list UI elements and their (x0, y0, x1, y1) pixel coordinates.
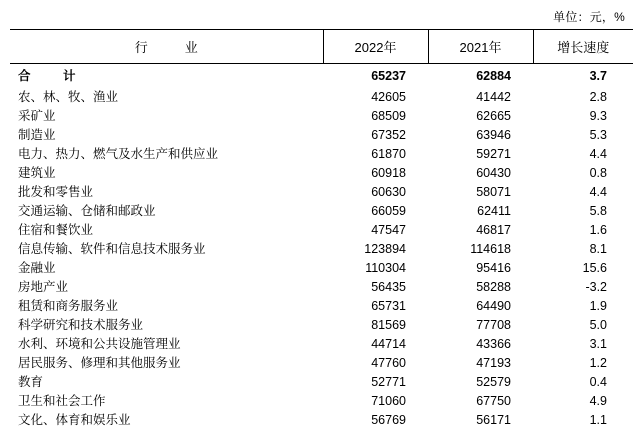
cell-value-2021: 41442 (428, 87, 533, 106)
cell-industry-name: 教育 (10, 372, 323, 391)
cell-value-2022: 66059 (323, 201, 428, 220)
cell-value-2021: 62411 (428, 201, 533, 220)
cell-industry-name: 水利、环境和公共设施管理业 (10, 334, 323, 353)
table-row (10, 182, 633, 201)
table-row (10, 125, 633, 144)
cell-value-2022: 67352 (323, 125, 428, 144)
cell-industry-name: 居民服务、修理和其他服务业 (10, 353, 323, 372)
cell-industry-name: 交通运输、仓储和邮政业 (10, 201, 323, 220)
cell-value-2021: 56171 (428, 410, 533, 429)
table-row (10, 201, 633, 220)
cell-industry-name: 卫生和社会工作 (10, 391, 323, 410)
cell-growth-rate: 0.4 (533, 372, 633, 391)
cell-industry-name: 信息传输、软件和信息技术服务业 (10, 239, 323, 258)
table-row (10, 163, 633, 182)
cell-growth-rate: 3.1 (533, 334, 633, 353)
table-row (10, 258, 633, 277)
cell-growth-rate: 15.6 (533, 258, 633, 277)
column-header-growth: 增长速度 (533, 30, 633, 64)
table-row (10, 220, 633, 239)
unit-note: 单位：元，% (10, 0, 633, 29)
cell-value-2022: 68509 (323, 106, 428, 125)
cell-value-2021: 62665 (428, 106, 533, 125)
cell-value-2021: 95416 (428, 258, 533, 277)
cell-growth-rate: 4.4 (533, 144, 633, 163)
cell-value-2021: 60430 (428, 163, 533, 182)
cell-growth-rate: 2.8 (533, 87, 633, 106)
cell-value-2021: 62884 (428, 64, 533, 88)
cell-industry-name: 文化、体育和娱乐业 (10, 410, 323, 429)
cell-value-2022: 44714 (323, 334, 428, 353)
industry-wage-table (10, 29, 633, 429)
table-row (10, 315, 633, 334)
cell-industry-name: 电力、热力、燃气及水生产和供应业 (10, 144, 323, 163)
table-row (10, 239, 633, 258)
table-row (10, 144, 633, 163)
table-row (10, 353, 633, 372)
column-header-2022: 2022年 (323, 30, 428, 64)
cell-growth-rate: 8.1 (533, 239, 633, 258)
cell-growth-rate: 1.1 (533, 410, 633, 429)
table-row (10, 296, 633, 315)
cell-value-2021: 77708 (428, 315, 533, 334)
cell-value-2022: 61870 (323, 144, 428, 163)
cell-value-2022: 47760 (323, 353, 428, 372)
cell-growth-rate: 1.2 (533, 353, 633, 372)
cell-industry-name: 租赁和商务服务业 (10, 296, 323, 315)
cell-value-2021: 64490 (428, 296, 533, 315)
cell-growth-rate: 3.7 (533, 64, 633, 88)
table-row (10, 277, 633, 296)
table-body (10, 64, 633, 429)
cell-value-2021: 43366 (428, 334, 533, 353)
cell-value-2021: 58071 (428, 182, 533, 201)
cell-growth-rate: 0.8 (533, 163, 633, 182)
cell-industry-name: 科学研究和技术服务业 (10, 315, 323, 334)
column-header-industry: 行 业 (10, 30, 323, 64)
cell-growth-rate: 5.8 (533, 201, 633, 220)
cell-industry-name: 采矿业 (10, 106, 323, 125)
cell-growth-rate: 5.3 (533, 125, 633, 144)
table-row (10, 334, 633, 353)
cell-value-2022: 65731 (323, 296, 428, 315)
cell-industry-name: 制造业 (10, 125, 323, 144)
cell-value-2022: 60630 (323, 182, 428, 201)
cell-growth-rate: 9.3 (533, 106, 633, 125)
cell-growth-rate: 5.0 (533, 315, 633, 334)
cell-growth-rate: -3.2 (533, 277, 633, 296)
cell-industry-name: 住宿和餐饮业 (10, 220, 323, 239)
cell-industry-name: 农、林、牧、渔业 (10, 87, 323, 106)
cell-industry-name: 房地产业 (10, 277, 323, 296)
cell-value-2021: 67750 (428, 391, 533, 410)
table-row (10, 372, 633, 391)
cell-value-2022: 123894 (323, 239, 428, 258)
table-row (10, 410, 633, 429)
cell-industry-name: 合 计 (10, 64, 323, 88)
cell-value-2022: 110304 (323, 258, 428, 277)
column-header-2021: 2021年 (428, 30, 533, 64)
cell-value-2021: 59271 (428, 144, 533, 163)
cell-value-2021: 63946 (428, 125, 533, 144)
cell-value-2022: 71060 (323, 391, 428, 410)
cell-growth-rate: 1.9 (533, 296, 633, 315)
cell-industry-name: 批发和零售业 (10, 182, 323, 201)
cell-growth-rate: 1.6 (533, 220, 633, 239)
table-header (10, 30, 633, 64)
cell-industry-name: 金融业 (10, 258, 323, 277)
cell-growth-rate: 4.4 (533, 182, 633, 201)
cell-value-2022: 56769 (323, 410, 428, 429)
cell-value-2022: 56435 (323, 277, 428, 296)
cell-value-2021: 114618 (428, 239, 533, 258)
cell-value-2022: 65237 (323, 64, 428, 88)
cell-value-2021: 47193 (428, 353, 533, 372)
cell-value-2022: 52771 (323, 372, 428, 391)
cell-value-2022: 81569 (323, 315, 428, 334)
cell-value-2021: 58288 (428, 277, 533, 296)
cell-value-2021: 52579 (428, 372, 533, 391)
table-header-row (10, 30, 633, 64)
cell-growth-rate: 4.9 (533, 391, 633, 410)
table-row (10, 64, 633, 88)
table-row (10, 391, 633, 410)
cell-industry-name: 建筑业 (10, 163, 323, 182)
cell-value-2022: 42605 (323, 87, 428, 106)
cell-value-2021: 46817 (428, 220, 533, 239)
table-row (10, 106, 633, 125)
cell-value-2022: 47547 (323, 220, 428, 239)
table-row (10, 87, 633, 106)
cell-value-2022: 60918 (323, 163, 428, 182)
